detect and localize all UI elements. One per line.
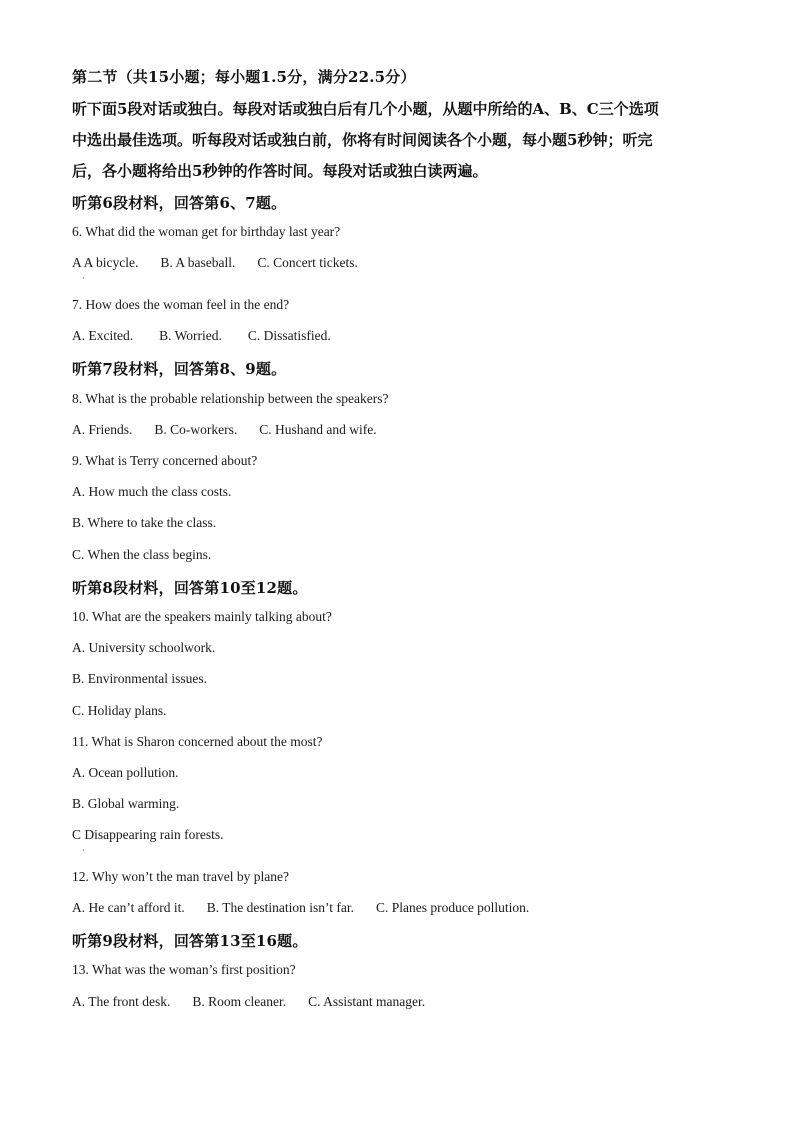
group-heading-8: 听第8段材料，回答第10至12题。 (72, 579, 308, 597)
option-8c: C. Hushand and wife. (259, 422, 377, 437)
option-6a: A A bicycle. (72, 255, 139, 270)
stray-mark: · (82, 274, 85, 283)
option-10c: C. Holiday plans. (72, 703, 167, 718)
option-10a: A. University schoolwork. (72, 640, 216, 655)
option-8a: A. Friends. (72, 422, 133, 437)
option-9a: A. How much the class costs. (72, 484, 232, 499)
option-7a: A. Excited. (72, 328, 134, 343)
option-7c: C. Dissatisfied. (247, 328, 331, 343)
option-11b: B. Global warming. (72, 796, 180, 811)
question-7-stem: 7. How does the woman feel in the end? (72, 297, 290, 312)
instructions-line-1: 听下面5段对话或独白。每段对话或独白后有几个小题，从题中所给的A、B、C三个选项 (72, 100, 659, 118)
group-heading-9: 听第9段材料，回答第13至16题。 (72, 932, 308, 950)
option-6c: C. Concert tickets. (257, 255, 358, 270)
group-heading-6: 听第6段材料，回答第6、7题。 (72, 194, 287, 212)
option-11c: C Disappearing rain forests. (72, 827, 224, 842)
option-12b: B. The destination isn’t far. (206, 900, 354, 915)
option-12c: C. Planes produce pollution. (375, 900, 530, 915)
question-12-stem: 12. Why won’t the man travel by plane? (72, 869, 289, 884)
question-11-stem: 11. What is Sharon concerned about the most? (72, 734, 323, 749)
option-12a: A. He can’t afford it. (72, 900, 185, 915)
group-heading-7: 听第7段材料，回答第8、9题。 (72, 360, 287, 378)
option-13b: B. Room cleaner. (192, 994, 287, 1009)
option-10b: B. Environmental issues. (72, 671, 207, 686)
question-8-stem: 8. What is the probable relationship between the speakers? (72, 391, 389, 406)
section-heading: 第二节（共15小题；每小题1.5分，满分22.5分） (72, 68, 416, 86)
option-9c: C. When the class begins. (72, 547, 212, 562)
stray-mark: · (82, 846, 85, 855)
question-10-stem: 10. What are the speakers mainly talking about? (72, 609, 332, 624)
option-13a: A. The front desk. (72, 994, 171, 1009)
option-9b: B. Where to take the class. (72, 515, 217, 530)
question-13-options (72, 994, 425, 1010)
question-9-stem: 9. What is Terry concerned about? (72, 453, 258, 468)
question-6-stem: 6. What did the woman get for birthday last year? (72, 224, 341, 239)
option-11a: A. Ocean pollution. (72, 765, 179, 780)
instructions-line-3: 后，各小题将给出5秒钟的作答时间。每段对话或独白读两遍。 (72, 162, 488, 180)
question-7-options (72, 328, 331, 344)
question-13-stem: 13. What was the woman’s first position? (72, 962, 296, 977)
option-13c: C. Assistant manager. (308, 994, 426, 1009)
option-8b: B. Co-workers. (154, 422, 238, 437)
question-8-options (72, 422, 377, 438)
instructions-line-2: 中选出最佳选项。听每段对话或独白前，你将有时间阅读各个小题，每小题5秒钟；听完 (72, 131, 653, 149)
option-6b: B. A baseball. (160, 255, 236, 270)
option-7b: B. Worried. (159, 328, 222, 343)
question-12-options (72, 900, 529, 916)
question-6-options (72, 255, 358, 271)
